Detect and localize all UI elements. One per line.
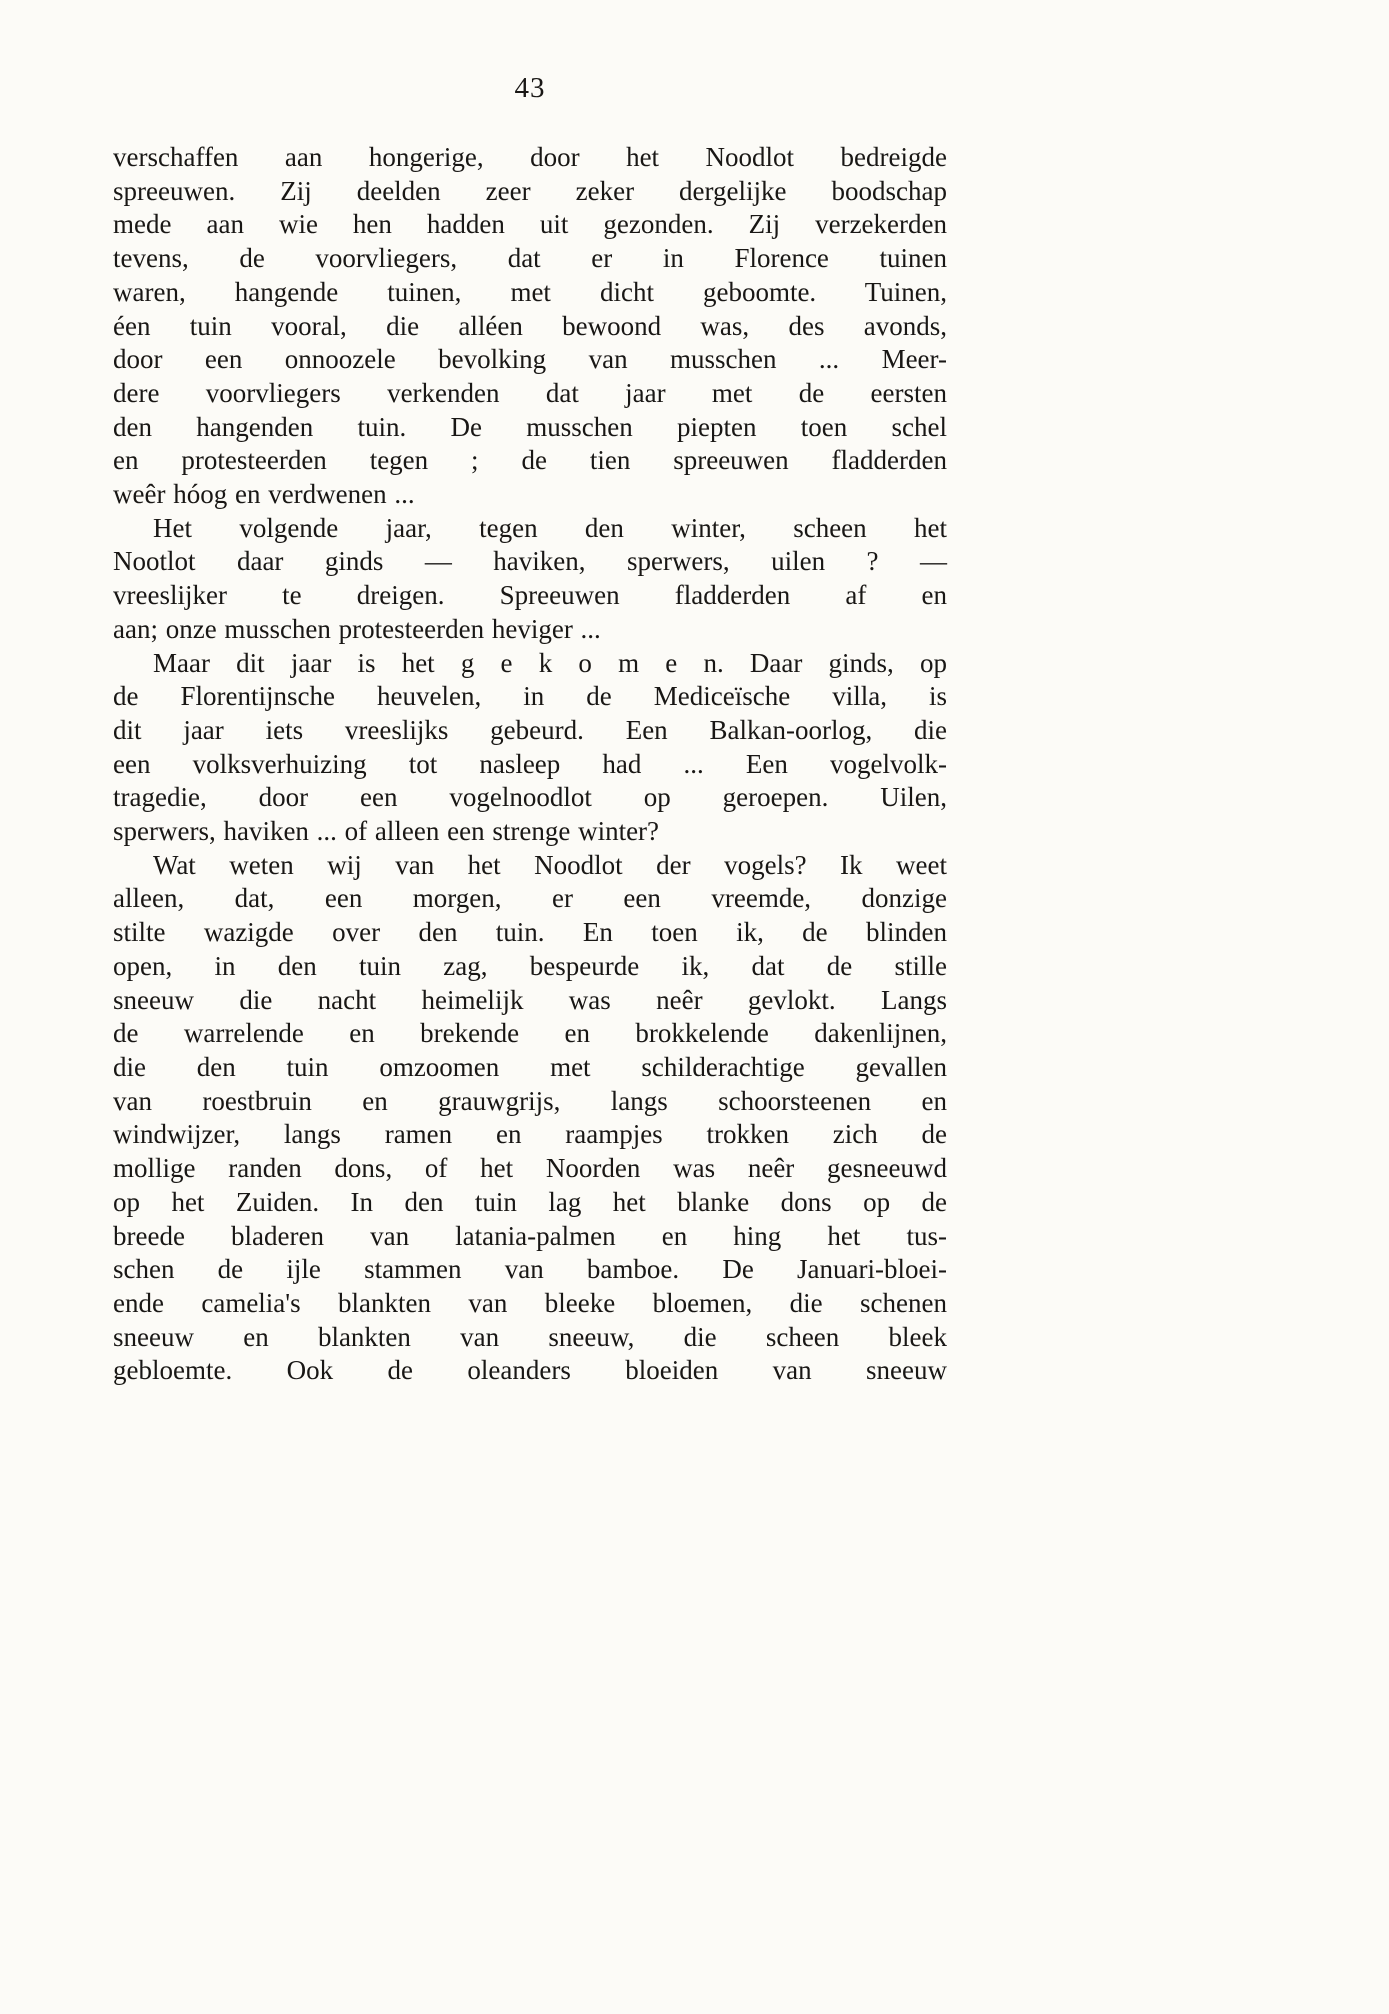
text-line: breede bladeren van latania-palmen en hing het tus- [113,1220,947,1251]
text-line: dere voorvliegers verkenden dat jaar met de eersten [113,377,947,408]
text-line: verschaffen aan hongerige, door het Noodlot bedreigde [113,142,947,172]
paragraph [113,512,947,647]
text-line: op het Zuiden. In den tuin lag het blanke dons op de [113,1186,947,1217]
text-line: tragedie, door een vogelnoodlot op geroepen. Uilen, [113,782,947,813]
paragraph [113,647,947,849]
text-line: van roestbruin en grauwgrijs, langs schoorsteenen en [113,1085,947,1116]
text-line: den hangenden tuin. De musschen piepten toen schel [113,411,947,442]
page-number: 43 [514,72,546,104]
text-line: sperwers, haviken ... of alleen een strenge winter? [113,816,660,847]
text-line: die den tuin omzoomen met schilderachtige gevallen [113,1051,947,1082]
text-line: Het volgende jaar, tegen den winter, scheen het [153,512,947,543]
paragraph [113,141,947,512]
paragraph [113,849,947,1388]
text-line: ende camelia's blankten van bleeke bloemen, die schenen [113,1287,947,1318]
text-line: Nootlot daar ginds — haviken, sperwers, uilen ? — [113,546,947,577]
text-block [113,141,947,1388]
text-line: sneeuw en blankten van sneeuw, die scheen bleek [113,1321,947,1352]
text-line: sneeuw die nacht heimelijk was neêr gevlokt. Langs [113,984,947,1015]
text-line: tevens, de voorvliegers, dat er in Florence tuinen [113,243,947,274]
text-line: mollige randen dons, of het Noorden was neêr gesneeuwd [113,1153,947,1184]
text-line: alleen, dat, een morgen, er een vreemde, donzige [113,883,947,914]
text-line: een volksverhuizing tot nasleep had ... Een vogelvolk- [113,748,947,779]
text-line: door een onnoozele bevolking van musschen ... Meer- [113,344,947,375]
text-line: de warrelende en brekende en brokkelende dakenlijnen, [113,1018,947,1049]
text-line: vreeslijker te dreigen. Spreeuwen fladderden af en [113,580,947,611]
text-line: mede aan wie hen hadden uit gezonden. Zij verzekerden [113,209,947,240]
text-line: de Florentijnsche heuvelen, in de Mediceïsche villa, is [113,681,947,712]
text-line: stilte wazigde over den tuin. En toen ik, de blinden [113,917,947,948]
text-line: windwijzer, langs ramen en raampjes trokken zich de [113,1119,947,1150]
text-line: éen tuin vooral, die alléen bewoond was, des avonds, [113,310,947,341]
text-line: Maar dit jaar is het g e k o m e n. Daar ginds, op [153,647,947,678]
text-line: aan; onze musschen protesteerden heviger ... [113,613,601,644]
text-line: open, in den tuin zag, bespeurde ik, dat de stille [113,950,947,981]
text-line: schen de ijle stammen van bamboe. De Januari-bloei- [113,1254,947,1285]
text-line: waren, hangende tuinen, met dicht geboomte. Tuinen, [113,276,947,307]
text-line: gebloemte. Ook de oleanders bloeiden van sneeuw [113,1355,947,1386]
text-line: spreeuwen. Zij deelden zeer zeker dergelijke boodschap [113,175,947,206]
text-line: en protesteerden tegen ; de tien spreeuwen fladderden [113,445,947,476]
text-line: weêr hóog en verdwenen ... [113,479,415,510]
text-line: Wat weten wij van het Noodlot der vogels? Ik weet [153,849,947,880]
text-line: dit jaar iets vreeslijks gebeurd. Een Balkan-oorlog, die [113,714,947,745]
